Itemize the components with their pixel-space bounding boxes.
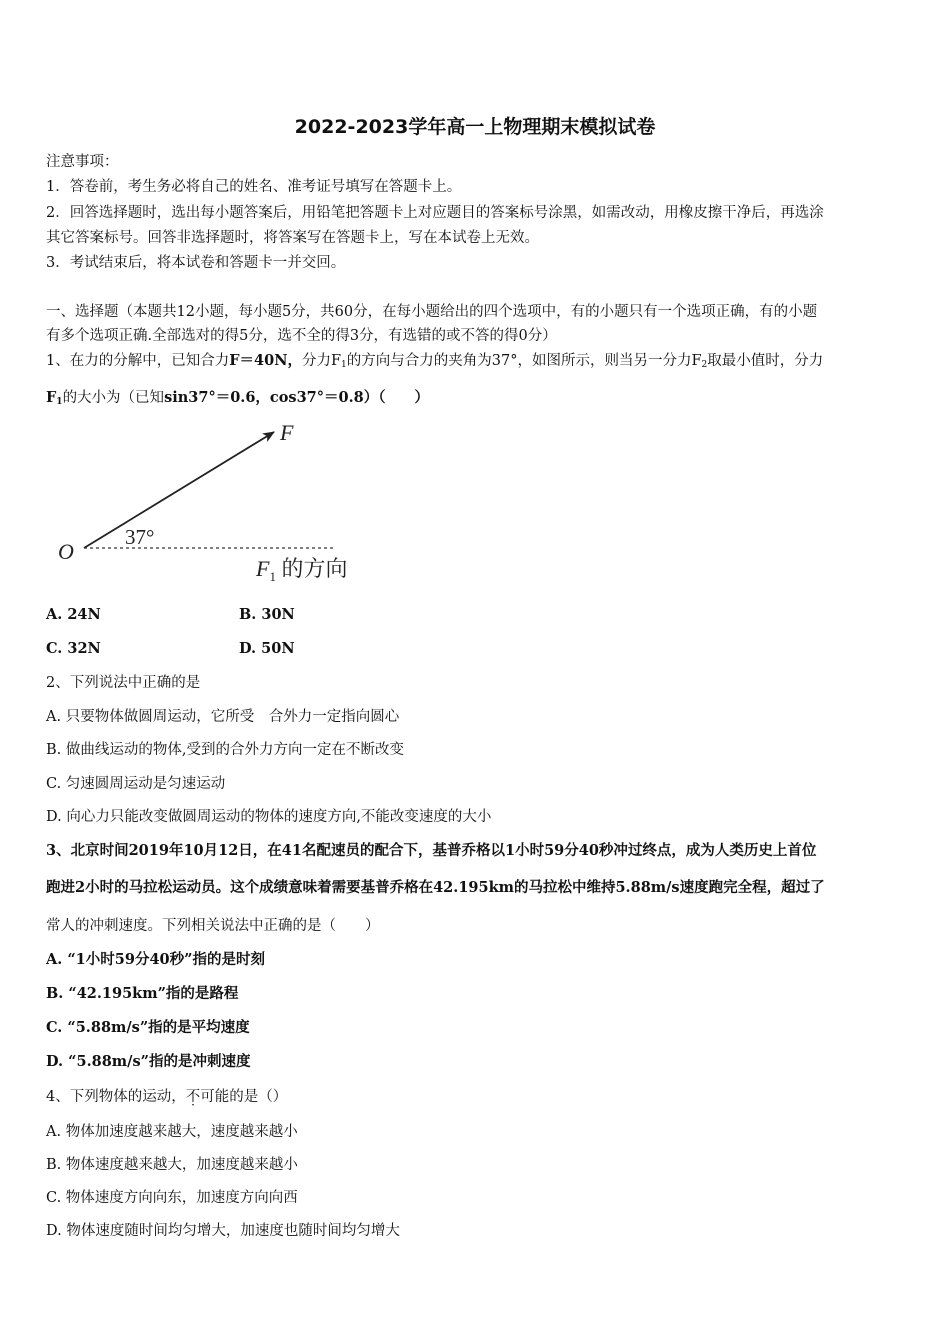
q3-option-a: A. “1小时59分40秒”指的是时刻 — [46, 951, 265, 968]
q4-stem-a: 4、下列物体的运动， — [46, 1089, 186, 1105]
q4-option-c: C. 物体速度方向向东，加速度方向向西 — [46, 1190, 298, 1206]
section-1-instructions-line-1: 一、选择题（本题共12小题，每小题5分，共60分，在每小题给出的四个选项中，有的小题只有一个选项正确，有的小题 — [46, 304, 818, 320]
q1-text-g: sin37°＝0.6，cos37°＝0.8）（ ） — [164, 389, 429, 406]
section-1-instructions-line-2: 有多个选项正确.全部选对的得5分，选不全的得3分，有选错的或不答的得0分） — [46, 328, 557, 344]
question-4-stem — [46, 1087, 287, 1107]
q3-option-c: C. “5.88m/s”指的是平均速度 — [46, 1019, 250, 1036]
q1-text-f: 的大小为（已知 — [62, 390, 165, 406]
notice-item-2-line-1: 2．回答选择题时，选出每小题答案后，用铅笔把答题卡上对应题目的答案标号涂黑，如需改动，用橡皮擦干净后，再选涂 — [46, 205, 824, 221]
q2-option-d: D. 向心力只能改变做圆周运动的物体的速度方向,不能改变速度的大小 — [46, 809, 492, 825]
q1-sub-2: 2 — [701, 360, 708, 370]
question-1-stem-line-1 — [46, 351, 823, 375]
q1-f1-sub: 1 — [56, 397, 63, 407]
q1-text-b: F＝40N， — [229, 352, 302, 369]
q3-option-d: D. “5.88m/s”指的是冲刺速度 — [46, 1053, 251, 1070]
notice-heading: 注意事项： — [46, 154, 119, 170]
q4-option-b: B. 物体速度越来越大，加速度越来越小 — [46, 1157, 298, 1173]
notice-item-1: 1．答卷前，考生务必将自己的姓名、准考证号填写在答题卡上。 — [46, 179, 462, 195]
notice-item-2-line-2: 其它答案标号。回答非选择题时，将答案写在答题卡上，写在本试卷上无效。 — [46, 230, 539, 246]
origin-o-label: O — [58, 539, 74, 564]
force-f-label: F — [280, 420, 294, 445]
q1-text-a: 1、在力的分解中，已知合力 — [46, 353, 230, 369]
q1-option-d: D. 50N — [239, 640, 295, 657]
q2-option-c: C. 匀速圆周运动是匀速运动 — [46, 776, 226, 792]
question-1-stem-line-2 — [46, 388, 429, 412]
f1-direction-sub: 1 — [269, 569, 276, 584]
q1-sub-1: 1 — [341, 360, 347, 370]
f1-direction-f: F — [256, 556, 270, 581]
question-3-stem-line-2: 跑进2小时的马拉松运动员。这个成绩意味着需要基普乔格在42.195km的马拉松中维持5.88m/s速度跑完全程，超过了 — [46, 879, 825, 896]
q2-option-b: B. 做曲线运动的物体,受到的合外力方向一定在不断改变 — [46, 742, 404, 758]
question-3-stem-line-1: 3、北京时间2019年10月12日，在41名配速员的配合下，基普乔格以1小时59分40秒冲过终点，成为人类历史上首位 — [46, 842, 817, 859]
q1-text-d: 的方向与合力的夹角为37°，如图所示，则当另一分力F — [346, 353, 702, 369]
exam-title: 2022-2023学年高一上物理期末模拟试卷 — [294, 116, 656, 138]
notice-item-3: 3．考试结束后，将本试卷和答题卡一并交回。 — [46, 255, 346, 271]
f1-direction-text: 的方向 — [275, 556, 348, 581]
q4-option-a: A. 物体加速度越来越大，速度越来越小 — [46, 1124, 298, 1140]
q1-option-c: C. 32N — [46, 640, 101, 657]
q1-f1-label: F — [46, 389, 57, 406]
q3-option-b: B. “42.195km”指的是路程 — [46, 985, 239, 1002]
q1-text-c: 分力F — [301, 353, 342, 369]
q1-option-b: B. 30N — [239, 606, 295, 623]
q4-option-d: D. 物体速度随时间均匀增大，加速度也随时间均匀增大 — [46, 1223, 400, 1239]
q4-stem-c: 可能的是（） — [200, 1089, 288, 1105]
question-2-stem: 2、下列说法中正确的是 — [46, 675, 201, 691]
force-f-arrow — [84, 432, 274, 548]
q4-stem-emphasis: 不 — [185, 1089, 201, 1105]
q2-option-a: A. 只要物体做圆周运动，它所受 合外力一定指向圆心 — [46, 709, 400, 725]
question-3-stem-line-3: 常人的冲刺速度。下列相关说法中正确的是（ ） — [46, 918, 380, 934]
q1-text-e: 取最小值时，分力 — [707, 353, 824, 369]
force-decomposition-diagram — [52, 412, 382, 592]
q1-option-a: A. 24N — [46, 606, 101, 623]
angle-37-label: 37° — [125, 525, 155, 549]
f1-direction-label — [255, 556, 347, 584]
